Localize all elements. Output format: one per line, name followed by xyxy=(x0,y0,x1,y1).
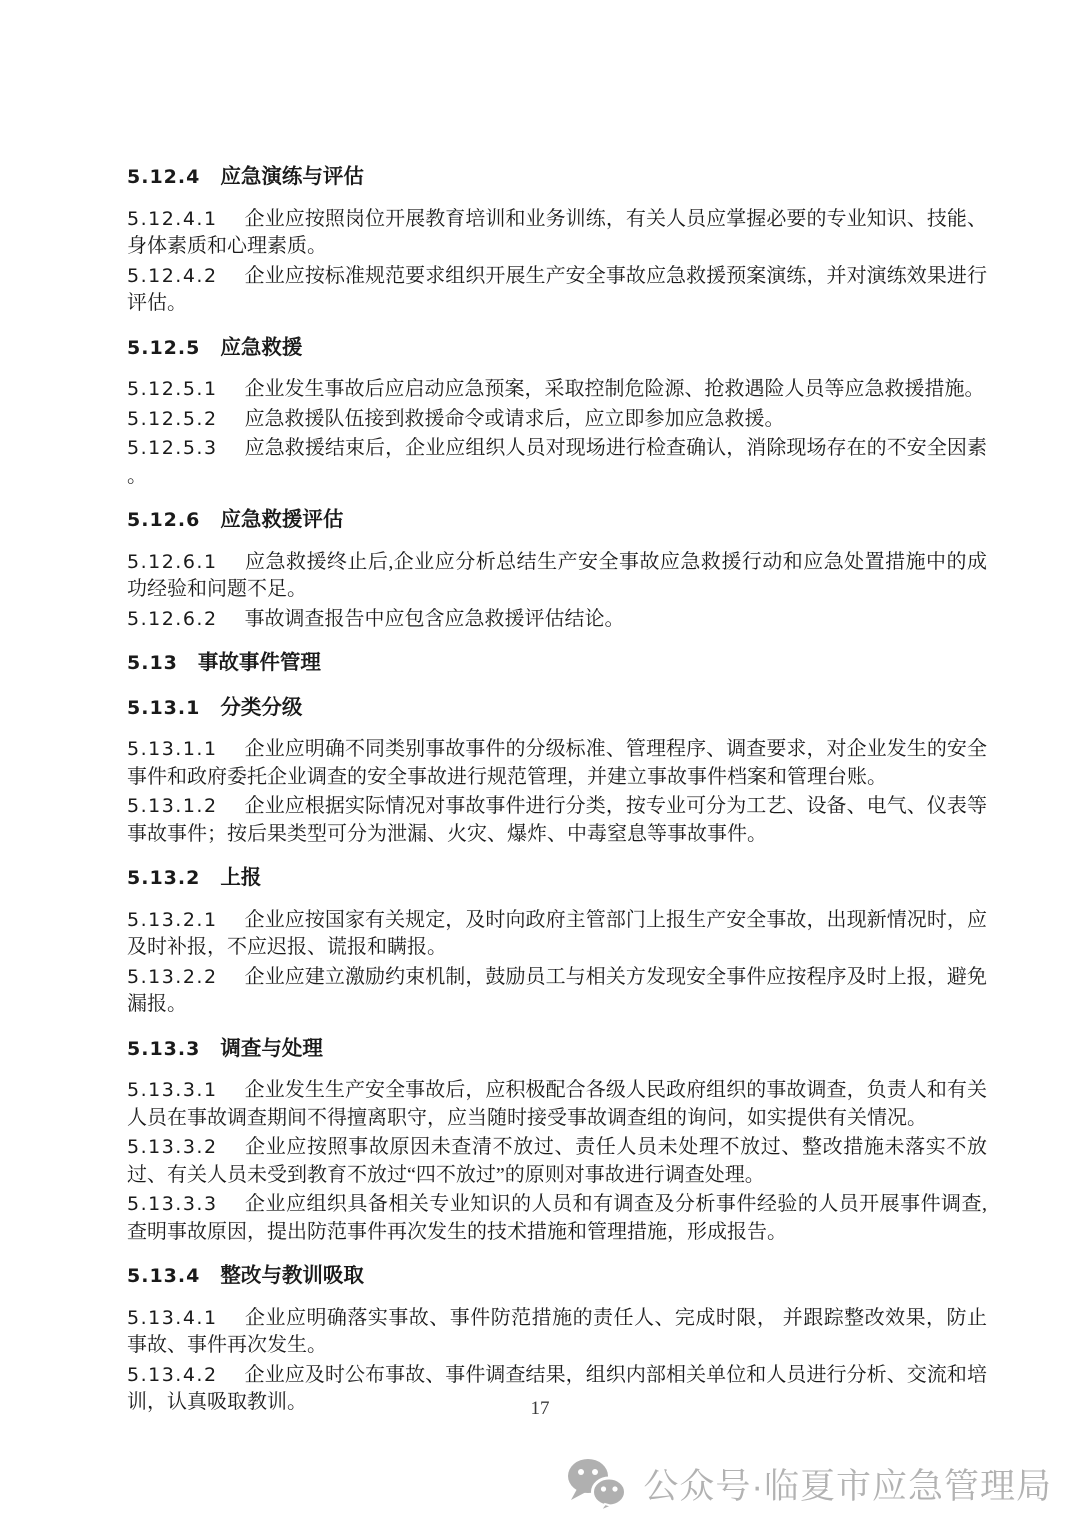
heading-5-13 xyxy=(127,649,987,678)
footer-watermark xyxy=(566,1457,1052,1511)
section-number: 5.12.5 xyxy=(127,336,201,359)
clause-text: 应急救援队伍接到救援命令或请求后，应立即参加应急救援。 xyxy=(244,407,785,430)
watermark-text: 公众号·临夏市应急管理局 xyxy=(643,1467,1052,1506)
clause-text: 企业应明确不同类别事故事件的分级标准、管理程序、调查要求，对企业发生的安全事件和政府委托企业调查的安全事故进行规范管理，并建立事故事件档案和管理台账。 xyxy=(127,738,987,788)
clause-text: 企业应按国家有关规定，及时向政府主管部门上报生产安全事故，出现新情况时，应及时补报，不应迟报、谎报和瞒报。 xyxy=(127,908,987,958)
section-title: 调查与处理 xyxy=(220,1036,323,1060)
heading-5-13-2 xyxy=(127,864,987,893)
clause-number: 5.12.5.2 xyxy=(127,407,218,430)
document-body xyxy=(127,163,987,1419)
section-number: 5.13.2 xyxy=(127,867,201,889)
clause-5-12-6-1 xyxy=(127,549,987,604)
clause-number: 5.13.3.2 xyxy=(127,1136,218,1158)
clause-number: 5.13.2.2 xyxy=(127,965,218,988)
clause-number: 5.12.5.1 xyxy=(127,378,218,400)
heading-5-12-6 xyxy=(127,506,987,535)
clause-text: 企业发生生产安全事故后，应积极配合各级人民政府组织的事故调查，负责人和有关人员在事故调查期间不得擅离职守，应当随时接受事故调查组的询问，如实提供有关情况。 xyxy=(127,1079,987,1129)
clause-5-13-1-2 xyxy=(127,793,987,848)
clause-text: 企业应建立激励约束机制，鼓励员工与相关方发现安全事件应按程序及时上报，避免漏报。 xyxy=(127,965,987,1015)
clause-5-13-2-1 xyxy=(127,907,987,962)
heading-5-12-5 xyxy=(127,334,987,363)
clause-number: 5.12.6.2 xyxy=(127,607,218,630)
clause-text: 企业应按标准规范要求组织开展生产安全事故应急救援预案演练，并对演练效果进行评估。 xyxy=(127,264,987,314)
section-title: 应急救援评估 xyxy=(220,508,344,531)
clause-5-12-5-1 xyxy=(127,376,987,404)
heading-5-13-4 xyxy=(127,1262,987,1291)
clause-number: 5.13.3.1 xyxy=(127,1079,218,1101)
clause-text: 企业应按照岗位开展教育培训和业务训练，有关人员应掌握必要的专业知识、技能、身体素质和心理素质。 xyxy=(127,207,987,257)
clause-number: 5.12.5.3 xyxy=(127,437,218,459)
clause-5-12-5-3 xyxy=(127,435,987,490)
clause-5-13-3-2 xyxy=(127,1134,987,1189)
section-title: 整改与教训吸取 xyxy=(220,1264,364,1287)
clause-text: 企业应按照事故原因未查清不放过、责任人员未处理不放过、整改措施未落实不放过、有关人员未受到教育不放过“四不放过”的原则对事故进行调查处理。 xyxy=(127,1136,987,1186)
clause-number: 5.13.1.1 xyxy=(127,738,218,760)
clause-5-12-4-2 xyxy=(127,263,987,318)
section-title: 上报 xyxy=(220,866,262,889)
clause-number: 5.13.1.2 xyxy=(127,795,218,817)
heading-5-13-3 xyxy=(127,1035,987,1064)
clause-number: 5.12.4.1 xyxy=(127,207,218,230)
clause-5-13-3-3 xyxy=(127,1191,987,1246)
clause-text: 应急救援结束后，企业应组织人员对现场进行检查确认，消除现场存在的不安全因素 。 xyxy=(127,437,987,487)
section-number: 5.13.3 xyxy=(127,1037,201,1060)
clause-number: 5.13.4.1 xyxy=(127,1306,218,1329)
clause-5-13-2-2 xyxy=(127,964,987,1019)
wechat-icon xyxy=(566,1457,628,1511)
clause-text: 企业应及时公布事故、事件调查结果，组织内部相关单位和人员进行分析、交流和培训，认真吸取教训。 xyxy=(127,1363,987,1413)
clause-text: 事故调查报告中应包含应急救援评估结论。 xyxy=(244,607,625,630)
section-number: 5.13 xyxy=(127,652,178,674)
clause-number: 5.13.2.1 xyxy=(127,908,218,931)
page-number: 17 xyxy=(530,1398,550,1419)
clause-5-13-1-1 xyxy=(127,736,987,791)
clause-5-12-4-1 xyxy=(127,206,987,261)
section-title: 事故事件管理 xyxy=(197,651,321,674)
clause-5-13-3-1 xyxy=(127,1077,987,1132)
section-title: 分类分级 xyxy=(220,695,303,719)
section-title: 应急救援 xyxy=(220,335,303,359)
clause-text: 企业应组织具备相关专业知识的人员和有调查及分析事件经验的人员开展事件调查,查明事故原因，提出防范事件再次发生的技术措施和管理措施，形成报告。 xyxy=(127,1193,987,1243)
clause-number: 5.12.6.1 xyxy=(127,550,218,573)
clause-text: 企业应明确落实事故、事件防范措施的责任人、完成时限， 并跟踪整改效果，防止事故、事件再次发生。 xyxy=(127,1306,987,1356)
section-number: 5.12.4 xyxy=(127,166,201,188)
clause-text: 企业应根据实际情况对事故事件进行分类，按专业可分为工艺、设备、电气、仪表等事故事件；按后果类型可分为泄漏、火灾、爆炸、中毒窒息等事故事件。 xyxy=(127,795,987,845)
section-number: 5.13.1 xyxy=(127,696,201,719)
clause-text: 企业发生事故后应启动应急预案，采取控制危险源、抢救遇险人员等应急救援措施。 xyxy=(244,378,985,400)
heading-5-12-4 xyxy=(127,163,987,192)
clause-number: 5.12.4.2 xyxy=(127,264,218,287)
heading-5-13-1 xyxy=(127,694,987,723)
clause-text: 应急救援终止后,企业应分析总结生产安全事故应急救援行动和应急处置措施中的成功经验和问题不足。 xyxy=(127,550,987,600)
clause-number: 5.13.3.3 xyxy=(127,1193,218,1215)
clause-5-12-6-2 xyxy=(127,606,987,634)
section-title: 应急演练与评估 xyxy=(220,165,364,188)
clause-5-12-5-2 xyxy=(127,406,987,434)
section-number: 5.13.4 xyxy=(127,1265,201,1287)
clause-5-13-4-1 xyxy=(127,1305,987,1360)
clause-number: 5.13.4.2 xyxy=(127,1363,218,1386)
section-number: 5.12.6 xyxy=(127,509,201,531)
